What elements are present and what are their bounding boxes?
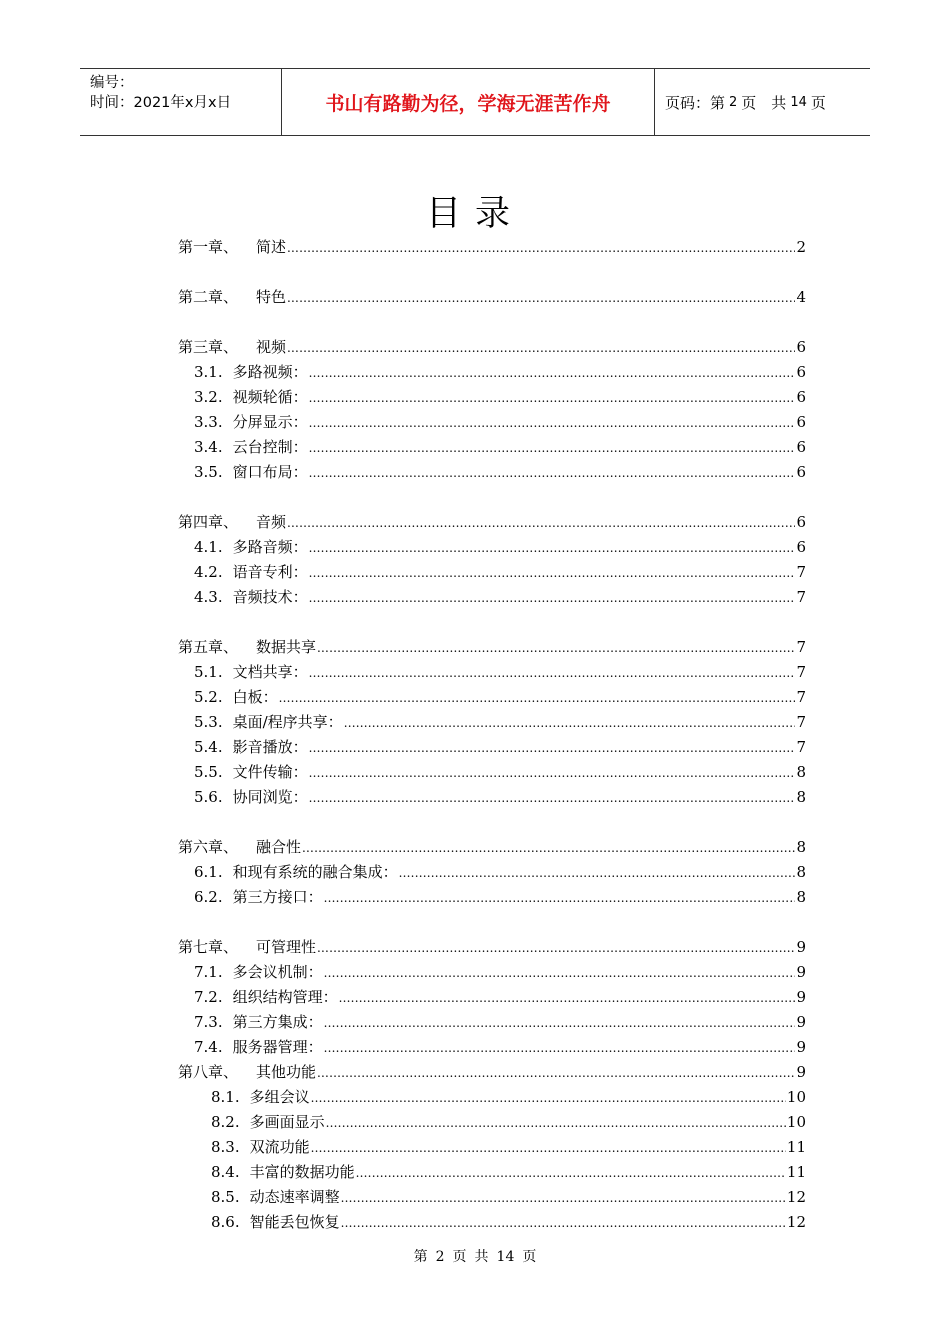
toc-entry[interactable] bbox=[194, 961, 806, 984]
toc-leader-dots bbox=[324, 887, 796, 909]
footer-mid1: 页 bbox=[452, 1249, 467, 1265]
toc-entry-label bbox=[194, 886, 323, 908]
toc-section-number: 8.3. bbox=[211, 1138, 240, 1156]
toc-leader-dots bbox=[311, 1087, 786, 1109]
toc-entry-text: 丰富的数据功能 bbox=[249, 1163, 355, 1181]
toc-page-number: 12 bbox=[786, 1213, 806, 1231]
toc-entry[interactable] bbox=[194, 361, 806, 384]
toc-entry[interactable] bbox=[194, 661, 806, 684]
toc-section-number: 3.5. bbox=[194, 463, 223, 481]
toc-leader-dots bbox=[309, 537, 796, 559]
toc-entry-text: 智能丢包恢复 bbox=[249, 1213, 340, 1231]
toc-entry[interactable] bbox=[194, 711, 806, 734]
toc-chapter-label: 第六章、 bbox=[178, 838, 239, 856]
toc-page-number: 11 bbox=[786, 1163, 806, 1181]
toc-page-number: 9 bbox=[796, 1013, 806, 1031]
toc-entry-text: 特色 bbox=[256, 288, 287, 306]
toc-entry[interactable] bbox=[194, 786, 806, 809]
toc-leader-dots bbox=[309, 412, 796, 434]
toc-page-number: 8 bbox=[796, 763, 806, 781]
toc-page-number: 8 bbox=[796, 863, 806, 881]
toc-title: 目录 bbox=[425, 194, 524, 234]
toc-page-number: 6 bbox=[796, 388, 806, 406]
toc-page-number: 9 bbox=[796, 938, 806, 956]
toc-section-number: 3.1. bbox=[194, 363, 223, 381]
toc-entry[interactable] bbox=[194, 686, 806, 709]
toc-entry[interactable] bbox=[211, 1086, 806, 1109]
toc-page-number: 9 bbox=[796, 1063, 806, 1081]
toc-entry[interactable] bbox=[194, 761, 806, 784]
toc-entry-text: 协同浏览： bbox=[232, 788, 308, 806]
toc-entry-label bbox=[178, 936, 316, 958]
footer-total: 14 bbox=[496, 1249, 515, 1265]
toc-entry[interactable] bbox=[178, 1061, 806, 1084]
toc-entry-text: 云台控制： bbox=[232, 438, 308, 456]
toc-section-number: 5.3. bbox=[194, 713, 223, 731]
header-page-suffix: 页 bbox=[810, 93, 826, 112]
toc-entry-label bbox=[194, 461, 308, 483]
toc-leader-dots bbox=[317, 937, 795, 959]
toc-section-number: 7.3. bbox=[194, 1013, 223, 1031]
toc-page-number: 6 bbox=[796, 538, 806, 556]
toc-page-number: 8 bbox=[796, 888, 806, 906]
toc-entry-text: 可管理性 bbox=[256, 938, 317, 956]
toc-section-number: 8.2. bbox=[211, 1113, 240, 1131]
toc-entry-label bbox=[194, 436, 308, 458]
toc-leader-dots bbox=[309, 787, 796, 809]
toc-entry-text: 视频轮循： bbox=[232, 388, 308, 406]
toc-leader-dots bbox=[287, 287, 795, 309]
toc-entry-label bbox=[211, 1086, 310, 1108]
toc-section-number: 8.6. bbox=[211, 1213, 240, 1231]
toc-entry-label bbox=[194, 961, 323, 983]
toc-leader-dots bbox=[341, 1212, 786, 1234]
toc-entry[interactable] bbox=[194, 861, 806, 884]
toc-section-number: 8.1. bbox=[211, 1088, 240, 1106]
toc-entry[interactable] bbox=[194, 986, 806, 1009]
toc-section-number: 8.4. bbox=[211, 1163, 240, 1181]
toc-entry-text: 白板： bbox=[232, 688, 278, 706]
toc-page-number: 9 bbox=[796, 988, 806, 1006]
toc-page-number: 7 bbox=[796, 738, 806, 756]
toc-page-number: 9 bbox=[796, 1038, 806, 1056]
toc-entry[interactable] bbox=[194, 736, 806, 759]
toc-entry-text: 语音专利： bbox=[232, 563, 308, 581]
toc-entry[interactable] bbox=[211, 1136, 806, 1159]
toc-section-number: 7.2. bbox=[194, 988, 223, 1006]
toc-entry-text: 文档共享： bbox=[232, 663, 308, 681]
footer-suffix: 页 bbox=[522, 1249, 537, 1265]
toc-entry-label bbox=[194, 661, 308, 683]
toc-entry[interactable] bbox=[178, 511, 806, 534]
toc-entry-label bbox=[194, 861, 398, 883]
toc-entry-text: 简述 bbox=[256, 238, 287, 256]
toc-entry-label bbox=[211, 1111, 325, 1133]
toc-entry-label bbox=[178, 836, 301, 858]
toc-entry-text: 多路音频： bbox=[232, 538, 308, 556]
toc-page-number: 6 bbox=[796, 413, 806, 431]
toc-page-number: 8 bbox=[796, 838, 806, 856]
toc-entry-text: 音频技术： bbox=[232, 588, 308, 606]
footer-current: 2 bbox=[435, 1249, 445, 1265]
toc-entry-label bbox=[178, 1061, 316, 1083]
toc-leader-dots bbox=[339, 987, 796, 1009]
toc-entry-label bbox=[194, 786, 308, 808]
toc-page-number: 7 bbox=[796, 663, 806, 681]
toc-entry-text: 视频 bbox=[256, 338, 287, 356]
toc-section-number: 5.5. bbox=[194, 763, 223, 781]
toc-section-number: 4.1. bbox=[194, 538, 223, 556]
toc-entry-label bbox=[211, 1186, 340, 1208]
toc-entry-text: 多会议机制： bbox=[232, 963, 323, 981]
toc-entry[interactable] bbox=[194, 1036, 806, 1059]
document-time: 时间：2021年x月x日 bbox=[90, 95, 232, 111]
toc-entry[interactable] bbox=[211, 1161, 806, 1184]
toc-entry[interactable] bbox=[178, 836, 806, 859]
toc-page-number: 7 bbox=[796, 588, 806, 606]
toc-page-number: 2 bbox=[796, 238, 806, 256]
toc-leader-dots bbox=[309, 587, 796, 609]
toc-entry[interactable] bbox=[194, 886, 806, 909]
toc-chapter-label: 第二章、 bbox=[178, 288, 239, 306]
toc-section-number: 6.1. bbox=[194, 863, 223, 881]
toc-section-number: 7.1. bbox=[194, 963, 223, 981]
toc-chapter-label: 第三章、 bbox=[178, 338, 239, 356]
toc-entry-label bbox=[211, 1161, 355, 1183]
toc-entry-label bbox=[194, 986, 338, 1008]
toc-section-number: 6.2. bbox=[194, 888, 223, 906]
toc-page-number: 6 bbox=[796, 438, 806, 456]
toc-page-number: 10 bbox=[786, 1088, 806, 1106]
toc-entry[interactable] bbox=[194, 1011, 806, 1034]
toc-entry-text: 服务器管理： bbox=[232, 1038, 323, 1056]
toc-entry-label bbox=[194, 386, 308, 408]
toc-leader-dots bbox=[287, 337, 795, 359]
toc-entry-label bbox=[194, 586, 308, 608]
toc-entry-label bbox=[194, 736, 308, 758]
toc-leader-dots bbox=[344, 712, 796, 734]
toc-entry[interactable] bbox=[194, 436, 806, 459]
toc-leader-dots bbox=[279, 687, 796, 709]
toc-entry[interactable] bbox=[194, 386, 806, 409]
toc-chapter-label: 第一章、 bbox=[178, 238, 239, 256]
toc-page-number: 7 bbox=[796, 688, 806, 706]
toc-leader-dots bbox=[324, 1012, 796, 1034]
toc-entry-text: 多画面显示 bbox=[249, 1113, 325, 1131]
toc-entry-text: 双流功能 bbox=[249, 1138, 310, 1156]
toc-leader-dots bbox=[309, 462, 796, 484]
toc-entry-text: 音频 bbox=[256, 513, 287, 531]
footer-prefix: 第 bbox=[413, 1249, 428, 1265]
toc-entry-label bbox=[211, 1211, 340, 1233]
toc-leader-dots bbox=[302, 837, 795, 859]
toc-page-number: 9 bbox=[796, 963, 806, 981]
toc-section-number: 7.4. bbox=[194, 1038, 223, 1056]
toc-leader-dots bbox=[309, 562, 796, 584]
toc-chapter-label: 第四章、 bbox=[178, 513, 239, 531]
toc-chapter-label: 第七章、 bbox=[178, 938, 239, 956]
toc-chapter-label: 第八章、 bbox=[178, 1063, 239, 1081]
toc-entry[interactable] bbox=[194, 586, 806, 609]
toc-entry-label bbox=[178, 336, 286, 358]
toc-entry[interactable] bbox=[178, 636, 806, 659]
toc-entry-label bbox=[194, 561, 308, 583]
toc-entry-text: 融合性 bbox=[256, 838, 302, 856]
toc-entry-label bbox=[194, 1036, 323, 1058]
toc-entry-text: 其他功能 bbox=[256, 1063, 317, 1081]
toc-leader-dots bbox=[287, 237, 795, 259]
toc-entry-label bbox=[194, 761, 308, 783]
header-meta bbox=[80, 69, 282, 135]
toc-leader-dots bbox=[309, 362, 796, 384]
toc-chapter-label: 第五章、 bbox=[178, 638, 239, 656]
toc-section-number: 5.2. bbox=[194, 688, 223, 706]
toc-page-number: 7 bbox=[796, 638, 806, 656]
toc-entry-label bbox=[194, 536, 308, 558]
toc-entry-label bbox=[178, 286, 286, 308]
toc-entry-label bbox=[211, 1136, 310, 1158]
footer-mid2: 共 bbox=[474, 1249, 489, 1265]
toc-entry-label bbox=[178, 511, 286, 533]
toc-leader-dots bbox=[309, 762, 796, 784]
toc-entry-text: 多组会议 bbox=[249, 1088, 310, 1106]
toc-entry[interactable] bbox=[194, 561, 806, 584]
toc-page-number: 6 bbox=[796, 513, 806, 531]
toc-section-number: 3.2. bbox=[194, 388, 223, 406]
toc-entry-text: 分屏显示： bbox=[232, 413, 308, 431]
header-page-mid: 页 共 bbox=[741, 93, 787, 112]
toc-entry-text: 第三方集成： bbox=[232, 1013, 323, 1031]
toc-leader-dots bbox=[311, 1137, 786, 1159]
toc-page-number: 12 bbox=[786, 1188, 806, 1206]
toc-page-number: 8 bbox=[796, 788, 806, 806]
toc-entry-label bbox=[194, 686, 278, 708]
toc-entry[interactable] bbox=[178, 936, 806, 959]
toc-page-number: 7 bbox=[796, 563, 806, 581]
toc-entry[interactable] bbox=[194, 411, 806, 434]
toc-section-number: 3.3. bbox=[194, 413, 223, 431]
toc-entry-text: 组织结构管理： bbox=[232, 988, 338, 1006]
toc-entry-text: 影音播放： bbox=[232, 738, 308, 756]
toc-page-number: 10 bbox=[786, 1113, 806, 1131]
toc-entry[interactable] bbox=[178, 286, 806, 309]
toc-page-number: 6 bbox=[796, 463, 806, 481]
toc-entry-label bbox=[194, 711, 343, 733]
toc-leader-dots bbox=[317, 637, 795, 659]
toc-entry-text: 动态速率调整 bbox=[249, 1188, 340, 1206]
header-page-info bbox=[655, 69, 870, 135]
toc-entry[interactable] bbox=[211, 1186, 806, 1209]
toc-leader-dots bbox=[309, 737, 796, 759]
toc-section-number: 5.6. bbox=[194, 788, 223, 806]
toc-leader-dots bbox=[356, 1162, 786, 1184]
toc-leader-dots bbox=[324, 962, 796, 984]
toc-page-number: 6 bbox=[796, 363, 806, 381]
toc-entry-label bbox=[194, 1011, 323, 1033]
document-number-label: 编号： bbox=[90, 75, 134, 91]
toc-page-number: 11 bbox=[786, 1138, 806, 1156]
toc-section-number: 5.4. bbox=[194, 738, 223, 756]
toc-leader-dots bbox=[326, 1112, 786, 1134]
toc-leader-dots bbox=[341, 1187, 786, 1209]
toc-page-number: 4 bbox=[796, 288, 806, 306]
toc-leader-dots bbox=[317, 1062, 795, 1084]
toc-entry[interactable] bbox=[194, 461, 806, 484]
toc-entry-text: 多路视频： bbox=[232, 363, 308, 381]
header-motto: 书山有路勤为径，学海无涯苦作舟 bbox=[282, 69, 655, 135]
toc-section-number: 8.5. bbox=[211, 1188, 240, 1206]
toc-entry[interactable] bbox=[178, 236, 806, 259]
toc-entry[interactable] bbox=[194, 536, 806, 559]
toc-page-number: 7 bbox=[796, 713, 806, 731]
toc-entry[interactable] bbox=[211, 1111, 806, 1134]
toc-entry-text: 数据共享 bbox=[256, 638, 317, 656]
header-page-total: 14 bbox=[790, 94, 807, 110]
toc-leader-dots bbox=[309, 662, 796, 684]
toc-entry-text: 和现有系统的融合集成： bbox=[232, 863, 398, 881]
toc-entry-label bbox=[194, 361, 308, 383]
toc-entry[interactable] bbox=[211, 1211, 806, 1234]
toc-entry-text: 第三方接口： bbox=[232, 888, 323, 906]
toc-leader-dots bbox=[287, 512, 795, 534]
toc-section-number: 5.1. bbox=[194, 663, 223, 681]
toc-leader-dots bbox=[324, 1037, 796, 1059]
toc-entry-label bbox=[194, 411, 308, 433]
header-page-prefix: 页码：第 bbox=[665, 93, 726, 112]
toc-entry[interactable] bbox=[178, 336, 806, 359]
toc-entry-text: 桌面/程序共享： bbox=[232, 713, 343, 731]
toc-leader-dots bbox=[399, 862, 796, 884]
page-footer bbox=[0, 1246, 950, 1266]
page-header bbox=[80, 68, 870, 136]
toc-section-number: 3.4. bbox=[194, 438, 223, 456]
toc-entry-text: 窗口布局： bbox=[232, 463, 308, 481]
toc-page-number: 6 bbox=[796, 338, 806, 356]
toc-leader-dots bbox=[309, 387, 796, 409]
toc-entry-label bbox=[178, 636, 316, 658]
header-page-current: 2 bbox=[729, 94, 738, 110]
toc-section-number: 4.2. bbox=[194, 563, 223, 581]
toc-entry-label bbox=[178, 236, 286, 258]
toc-entry-text: 文件传输： bbox=[232, 763, 308, 781]
toc-section-number: 4.3. bbox=[194, 588, 223, 606]
toc-leader-dots bbox=[309, 437, 796, 459]
